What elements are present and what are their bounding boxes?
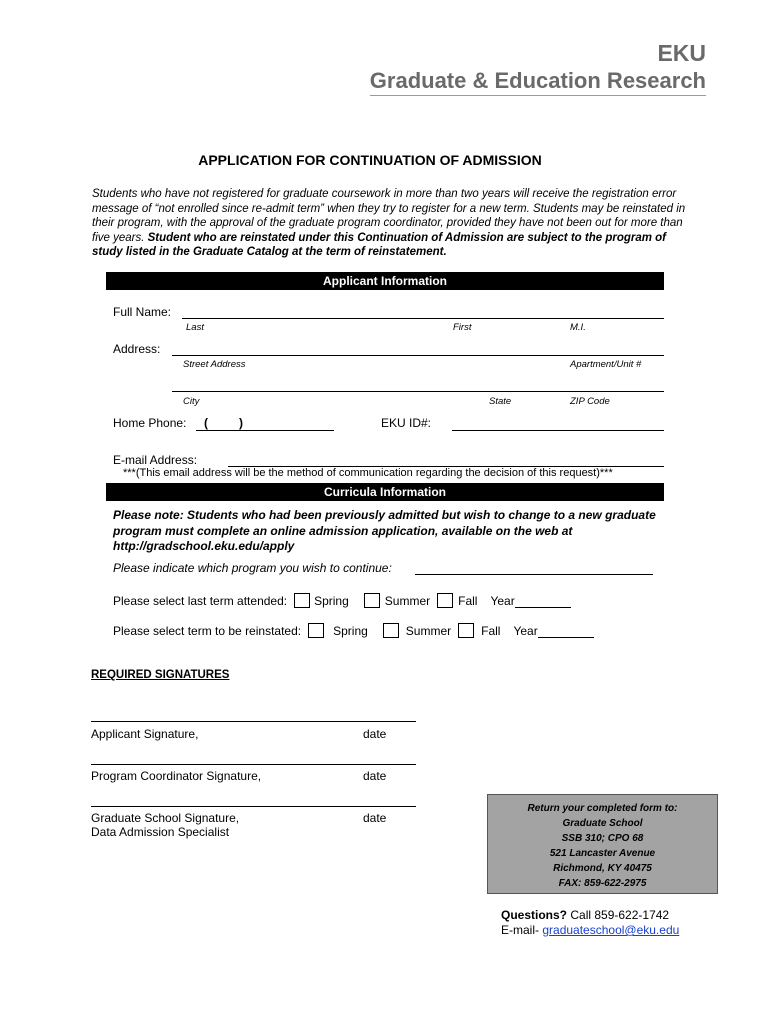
reinstate-spring-checkbox[interactable] [308, 623, 324, 638]
reinstate-summer-label: Summer [405, 624, 452, 638]
last-term-fall-checkbox[interactable] [437, 593, 453, 608]
first-name-caption: First [453, 322, 472, 333]
reinstate-fall-label: Fall [481, 624, 501, 638]
reinstate-term-label: Please select term to be reinstated: [113, 624, 302, 638]
applicant-signature-line[interactable] [91, 721, 416, 722]
full-name-field[interactable] [182, 318, 664, 319]
last-term-spring-checkbox[interactable] [294, 593, 310, 608]
required-signatures-heading: REQUIRED SIGNATURES [91, 669, 230, 681]
return-line-1: Return your completed form to: [527, 803, 678, 814]
mi-caption: M.I. [570, 322, 586, 333]
graduate-school-date-label: date [363, 811, 387, 825]
program-prompt: Please indicate which program you wish to continue: [113, 561, 392, 575]
curricula-section-header: Curricula Information [106, 483, 664, 501]
address-label: Address: [113, 342, 161, 356]
questions-label: Questions? [501, 908, 568, 922]
graduate-school-signature-line[interactable] [91, 806, 416, 807]
home-phone-label: Home Phone: [113, 416, 187, 430]
zip-caption: ZIP Code [570, 396, 610, 407]
last-term-fall-label: Fall [458, 594, 478, 608]
last-term-summer-checkbox[interactable] [364, 593, 380, 608]
phone-paren-close: ) [239, 416, 243, 430]
home-phone-field[interactable] [196, 430, 334, 431]
street-address-field[interactable] [172, 355, 664, 356]
return-line-2: Graduate School [562, 818, 643, 829]
program-change-note: Please note: Students who had been previously admitted but wish to change to a new graduate program must complete an online admission application, available on the web at http://gradschool.eku.edu/apply [113, 508, 656, 553]
reinstate-fall-checkbox[interactable] [458, 623, 474, 638]
last-term-year-field[interactable] [515, 596, 571, 608]
applicant-date-label: date [363, 727, 387, 741]
intro-bold-text: Student who are reinstated under this Continuation of Admission are subject to the program of study listed in the Graduate Catalog at the term of reinstatement. [92, 231, 667, 258]
eku-id-field[interactable] [452, 430, 664, 431]
reinstate-summer-checkbox[interactable] [383, 623, 399, 638]
intro-text: Students who have not registered for graduate coursework in more than two years will receive the registration error message of “not enrolled since re-admit term” when they try to register for a new term. Students may be reinstated in their program, with the approval of the graduate program coordinator, provided they have not been out for more than five years. [92, 188, 686, 244]
coordinator-signature-label: Program Coordinator Signature, [91, 769, 262, 783]
contact-phone: Call 859-622-1742 [570, 908, 670, 922]
contact-email-link[interactable]: graduateschool@eku.edu [542, 923, 680, 937]
last-term-year-label: Year [490, 594, 515, 608]
last-term-summer-label: Summer [384, 594, 431, 608]
coordinator-date-label: date [363, 769, 387, 783]
last-name-caption: Last [186, 322, 204, 333]
reinstate-year-field[interactable] [538, 626, 594, 638]
street-caption: Street Address [183, 359, 246, 370]
reinstate-spring-label: Spring [333, 624, 368, 638]
return-line-5: Richmond, KY 40475 [553, 863, 652, 874]
data-admission-label: Data Admission Specialist [91, 825, 230, 839]
last-term-row [113, 593, 571, 608]
return-address-box [487, 794, 718, 894]
state-caption: State [489, 396, 512, 407]
contact-block [501, 908, 679, 938]
email-contact-label: E-mail- [501, 923, 539, 937]
applicant-section-header: Applicant Information [106, 272, 664, 290]
form-title: APPLICATION FOR CONTINUATION OF ADMISSION [198, 152, 542, 168]
return-line-6: FAX: 859-622-2975 [558, 878, 647, 889]
phone-paren-open: ( [204, 416, 208, 430]
intro-paragraph [92, 187, 692, 260]
apt-caption: Apartment/Unit # [570, 359, 642, 370]
city-state-zip-field[interactable] [172, 391, 664, 392]
last-term-spring-label: Spring [314, 594, 349, 608]
program-field[interactable] [415, 574, 653, 575]
header-subtitle: Graduate & Education Research [370, 68, 706, 96]
last-term-label: Please select last term attended: [113, 594, 288, 608]
email-label: E-mail Address: [113, 453, 198, 467]
eku-id-label: EKU ID#: [381, 416, 432, 430]
city-caption: City [183, 396, 200, 407]
reinstate-term-row [113, 623, 594, 638]
header-org: EKU [657, 40, 706, 66]
full-name-label: Full Name: [113, 305, 172, 319]
coordinator-signature-line[interactable] [91, 764, 416, 765]
return-line-3: SSB 310; CPO 68 [561, 833, 644, 844]
email-note: ***(This email address will be the method of communication regarding the decision of this request)*** [123, 467, 613, 479]
return-line-4: 521 Lancaster Avenue [549, 848, 656, 859]
reinstate-year-label: Year [513, 624, 538, 638]
graduate-school-signature-label: Graduate School Signature, [91, 811, 240, 825]
applicant-signature-label: Applicant Signature, [91, 727, 199, 741]
